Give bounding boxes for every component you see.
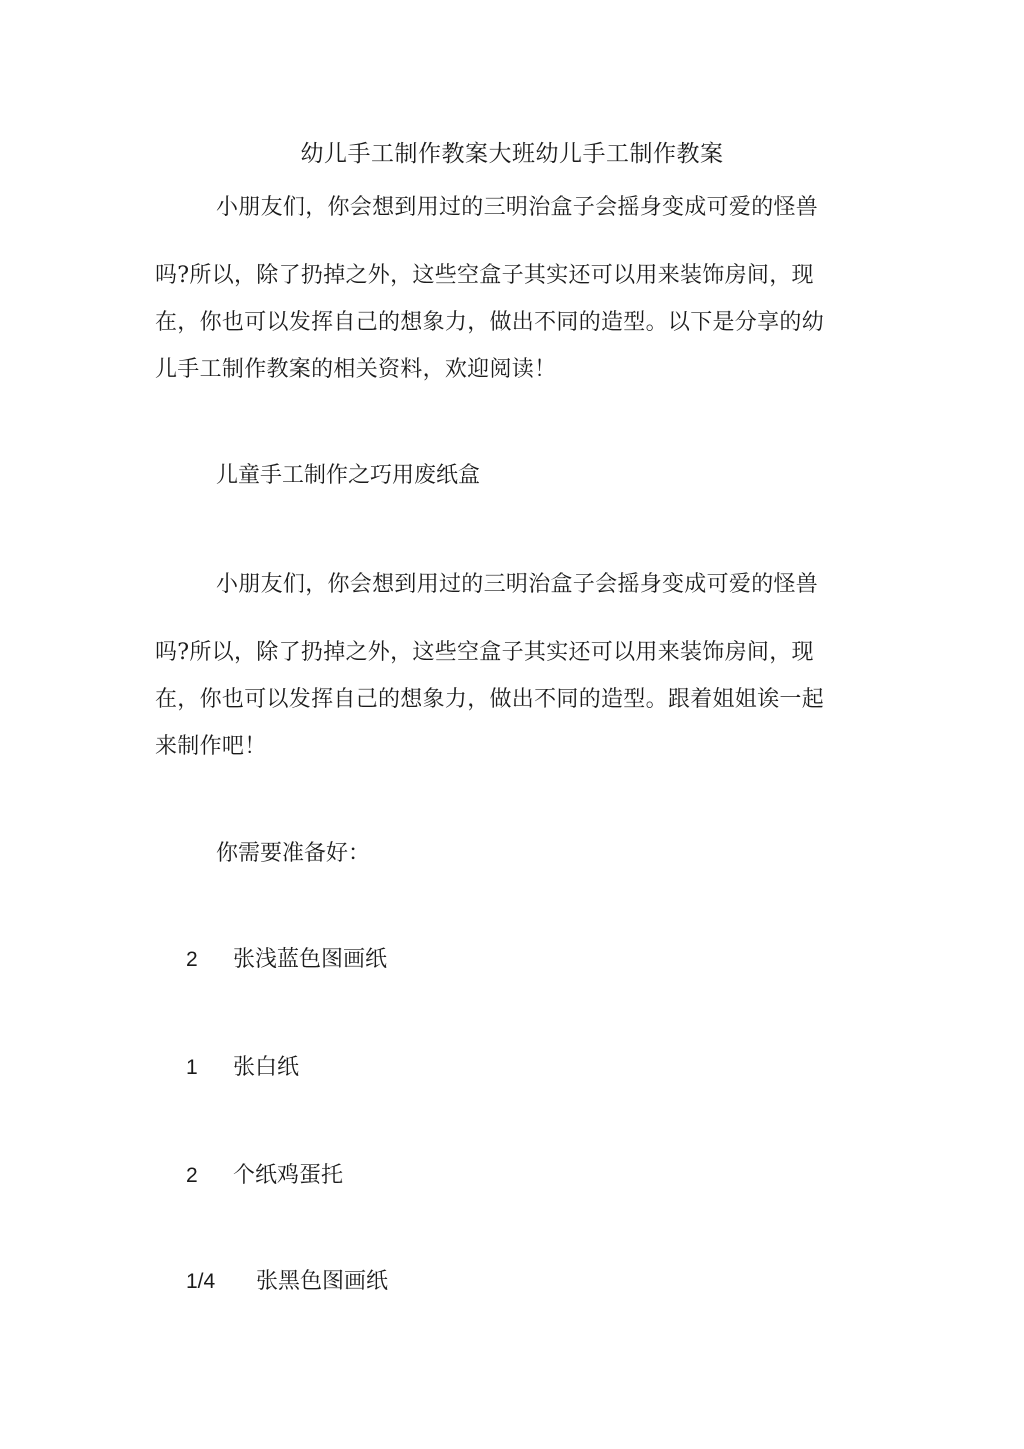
intro-line: 儿手工制作教案的相关资料，欢迎阅读！ — [155, 357, 557, 382]
body-line: 小朋友们，你会想到用过的三明治盒子会摇身变成可爱的怪兽 — [216, 572, 819, 597]
material-quantity: 1 — [186, 1056, 198, 1079]
body-line: 来制作吧！ — [155, 734, 267, 759]
intro-line: 吗?所以，除了扔掉之外，这些空盒子其实还可以用来装饰房间，现 — [155, 263, 814, 288]
intro-paragraph — [155, 184, 855, 393]
intro-line: 小朋友们，你会想到用过的三明治盒子会摇身变成可爱的怪兽 — [216, 195, 819, 220]
section-heading: 儿童手工制作之巧用废纸盒 — [216, 463, 481, 488]
body-line: 在，你也可以发挥自己的想象力，做出不同的造型。跟着姐姐诶一起 — [155, 687, 825, 712]
body-line: 吗?所以，除了扔掉之外，这些空盒子其实还可以用来装饰房间，现 — [155, 640, 814, 665]
intro-line: 在，你也可以发挥自己的想象力，做出不同的造型。以下是分享的幼 — [155, 310, 825, 335]
materials-heading: 你需要准备好： — [216, 841, 371, 866]
material-name: 张白纸 — [233, 1055, 300, 1080]
material-quantity: 2 — [186, 1164, 198, 1187]
material-quantity: 2 — [186, 948, 198, 971]
material-name: 个纸鸡蛋托 — [233, 1163, 344, 1188]
material-name: 张浅蓝色图画纸 — [233, 947, 388, 972]
material-quantity: 1/4 — [186, 1270, 216, 1293]
document-title: 幼儿手工制作教案大班幼儿手工制作教案 — [300, 141, 724, 167]
body-paragraph — [155, 561, 855, 770]
material-name: 张黑色图画纸 — [256, 1269, 389, 1294]
